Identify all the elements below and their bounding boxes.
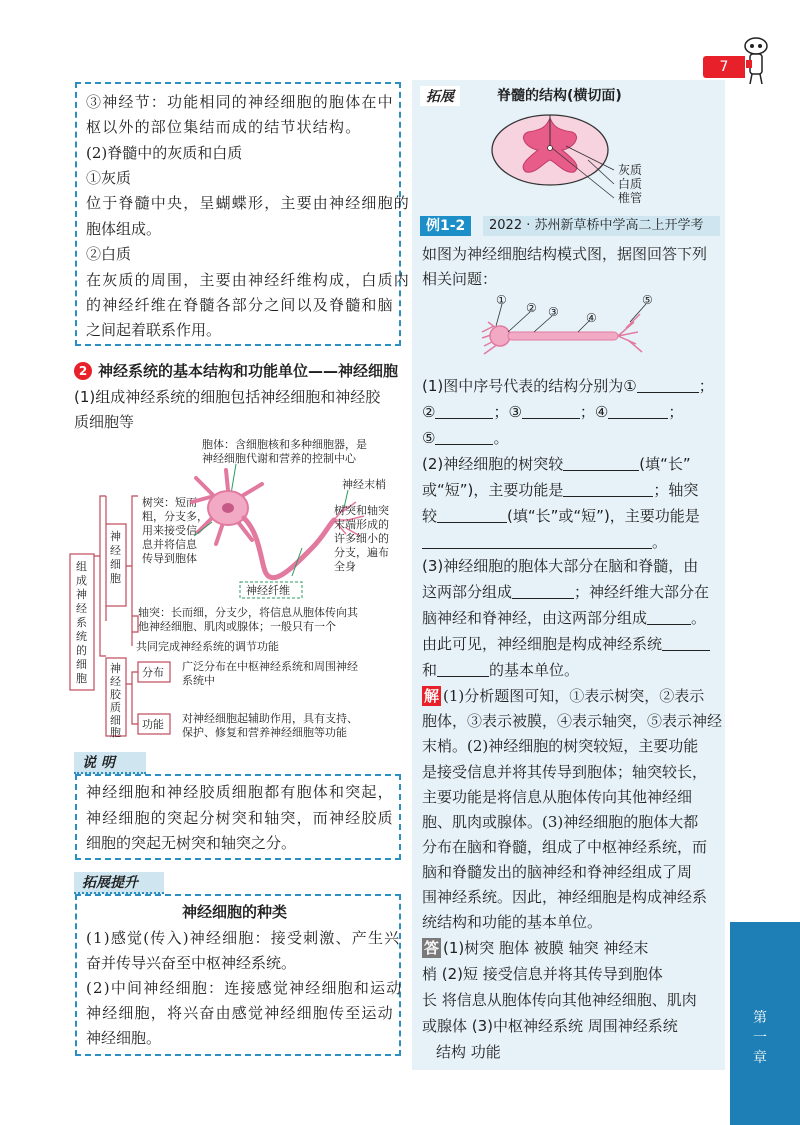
svg-text:胞: 胞 xyxy=(76,672,87,685)
spinal-cord-diagram xyxy=(488,108,688,208)
neuron-num-1: ① xyxy=(496,293,507,307)
analysis-line: 分布在脑和脊髓，组成了中枢神经系统，而 xyxy=(422,838,708,856)
page-number: 7 xyxy=(703,56,745,78)
note-line: 细胞的突起无树突和轴突之分。 xyxy=(86,834,297,852)
text-line: 的神经纤维在脊髓各部分之间以及脊髓和脑 xyxy=(86,296,394,314)
question-intro: 相关问题： xyxy=(422,270,498,288)
answer-blank[interactable] xyxy=(662,636,710,651)
answer-blank[interactable] xyxy=(437,662,489,677)
text-line: ②白质 xyxy=(86,245,132,263)
analysis-line: 脑和脊髓发出的脑神经和脊神经组成了周 xyxy=(422,863,693,881)
q3-line-4: 由此可见，神经细胞是构成神经系统 xyxy=(422,634,710,654)
svg-text:胞: 胞 xyxy=(110,572,121,585)
svg-text:神: 神 xyxy=(110,530,121,543)
svg-text:细: 细 xyxy=(110,558,121,571)
analysis-line: 胞、肌肉或腺体。(3)神经细胞的胞体大都 xyxy=(422,813,699,831)
q2-line-3: 较 (填“长”或“短”)，主要功能是 xyxy=(422,507,700,525)
svg-text:系: 系 xyxy=(76,616,87,629)
neuron-num-5: ⑤ xyxy=(642,293,653,307)
text-line: 在灰质的周围，主要由神经纤维构成，白质内 xyxy=(86,271,411,289)
svg-text:轴突：长而细，分支少，将信息从胞体传向其: 轴突：长而细，分支少，将信息从胞体传向其 xyxy=(138,606,358,619)
section-heading xyxy=(74,360,398,381)
svg-text:对神经细胞起辅助作用，具有支持、: 对神经细胞起辅助作用，具有支持、 xyxy=(182,712,358,725)
answer-blank[interactable] xyxy=(435,404,493,419)
glia-label xyxy=(110,661,122,738)
extension-label: 拓展提升 xyxy=(74,872,164,894)
svg-text:质: 质 xyxy=(110,701,121,714)
text-line: 位于脊髓中央，呈蝴蝶形，主要由神经细胞的 xyxy=(86,194,411,212)
analysis-line: 胞体，③表示被膜，④表示轴突，⑤表示神经 xyxy=(422,712,723,730)
axon-branch-text xyxy=(334,503,389,573)
svg-text:组: 组 xyxy=(76,560,87,573)
neuron-num-4: ④ xyxy=(586,311,597,325)
axon-text xyxy=(138,605,359,633)
ext-line: 神经细胞。 xyxy=(86,1029,162,1047)
spinal-label-canal: 椎管 xyxy=(618,191,643,205)
q2-line-2: 或“短”)，主要功能是 ；轴突 xyxy=(422,481,699,499)
note-line: 神经细胞的突起分树突和轴突，而神经胶质 xyxy=(86,809,394,827)
answer-blank[interactable] xyxy=(608,404,668,419)
extension-title: 神经细胞的种类 xyxy=(182,903,288,921)
analysis-line: 末梢。(2)神经细胞的树突较短，主要功能 xyxy=(422,737,699,755)
note-label: 说 明 xyxy=(74,752,146,774)
svg-text:细: 细 xyxy=(76,658,87,671)
svg-text:神: 神 xyxy=(76,588,87,601)
answer-line: 长 将信息从胞体传向其他神经细胞、肌肉 xyxy=(422,991,697,1009)
text-line: ③神经节：功能相同的神经细胞的胞体在中 xyxy=(86,93,394,111)
answer-blank[interactable] xyxy=(512,584,574,599)
svg-text:胞体：含细胞核和多种细胞器，是: 胞体：含细胞核和多种细胞器，是 xyxy=(202,438,367,451)
chapter-label: 第一章 xyxy=(753,1010,767,1066)
q3-line-1: (3)神经细胞的胞体大部分在脑和脊髓，由 xyxy=(422,557,699,575)
svg-text:经: 经 xyxy=(110,544,121,557)
svg-text:息并将信息: 息并将信息 xyxy=(142,538,197,551)
svg-text:系统中: 系统中 xyxy=(182,674,215,687)
svg-text:成: 成 xyxy=(76,574,87,587)
answer-line: 或腺体 (3)中枢神经系统 周围神经系统 xyxy=(422,1017,678,1035)
neuron-question-diagram xyxy=(478,292,668,362)
q1-line-2: ② ；③ ；④ ； xyxy=(422,403,684,421)
distribution-label: 分布 xyxy=(142,666,164,679)
q2-line-4: 。 xyxy=(422,532,667,552)
svg-text:分支，遍布: 分支，遍布 xyxy=(334,546,389,559)
common-text: 共同完成神经系统的调节功能 xyxy=(136,640,279,653)
svg-text:广泛分布在中枢神经系统和周围神经: 广泛分布在中枢神经系统和周围神经 xyxy=(182,660,358,673)
text-line: ①灰质 xyxy=(86,169,132,187)
text-line: 枢以外的部位集结而成的结节状结构。 xyxy=(86,118,362,136)
cell-body-text xyxy=(202,437,367,465)
ext-line: 神经细胞，将兴奋由感觉神经细胞传至运动 xyxy=(86,1004,394,1022)
example-source: 2022 · 苏州新草桥中学高二上开学考 xyxy=(483,216,720,236)
text-line: 胞体组成。 xyxy=(86,220,162,238)
intro-line: (1)组成神经系统的细胞包括神经细胞和神经胶 xyxy=(74,388,381,406)
analysis-tag: 解 xyxy=(424,687,440,705)
svg-text:经: 经 xyxy=(76,602,87,615)
svg-text:许多细小的: 许多细小的 xyxy=(334,532,389,545)
axon-terminal-text: 神经末梢 xyxy=(342,478,386,491)
answer-line: 答 (1)树突 胞体 被膜 轴突 神经末 xyxy=(424,939,649,957)
analysis-line: 围神经系统。因此，神经细胞是构成神经系 xyxy=(422,888,708,906)
neuron-num-2: ② xyxy=(526,301,537,315)
spinal-label-gray: 灰质 xyxy=(618,163,643,177)
svg-text:传导到胞体: 传导到胞体 xyxy=(142,552,197,565)
svg-text:的: 的 xyxy=(76,644,87,657)
function-label: 功能 xyxy=(142,718,164,731)
svg-text:全身: 全身 xyxy=(334,560,356,573)
answer-blank[interactable] xyxy=(637,378,699,393)
analysis-line: 是接受信息并将其传导到胞体；轴突较长， xyxy=(422,763,708,781)
spinal-label-white: 白质 xyxy=(618,177,643,191)
q3-line-5: 和 的基本单位。 xyxy=(422,661,580,679)
q1-line-3: ⑤ 。 xyxy=(422,429,509,447)
answer-tag: 答 xyxy=(424,939,440,957)
svg-text:细: 细 xyxy=(110,714,121,727)
answer-line: 梢 (2)短 接受信息并将其传导到胞体 xyxy=(422,965,663,983)
ext-line: (1)感觉(传入)神经细胞：接受刺激、产生兴 xyxy=(86,929,401,947)
q3-line-2: 这两部分组成 ；神经纤维大部分在 xyxy=(422,583,710,601)
svg-text:胞: 胞 xyxy=(110,726,121,738)
svg-text:树突和轴突: 树突和轴突 xyxy=(334,504,389,517)
answer-blank[interactable] xyxy=(563,482,653,497)
answer-blank[interactable] xyxy=(647,610,691,625)
analysis-line: 统结构和功能的基本单位。 xyxy=(422,913,603,931)
question-intro: 如图为神经细胞结构模式图，据图回答下列 xyxy=(422,245,708,263)
note-line: 神经细胞和神经胶质细胞都有胞体和突起， xyxy=(86,783,394,801)
svg-text:用来接受信: 用来接受信 xyxy=(142,524,197,537)
answer-blank[interactable] xyxy=(422,534,652,549)
section-title: 神经系统的基本结构和功能单位——神经细胞 xyxy=(98,362,399,380)
text-line: (2)脊髓中的灰质和白质 xyxy=(86,144,243,162)
function-text xyxy=(182,711,358,738)
neuron-concept-diagram xyxy=(66,436,406,738)
neuron-label xyxy=(110,529,121,585)
text-line: 之间起着联系作用。 xyxy=(86,321,222,339)
svg-text:统: 统 xyxy=(76,630,87,643)
answer-blank[interactable] xyxy=(435,430,493,445)
q3-line-3: 脑神经和脊神经，由这两部分组成 。 xyxy=(422,609,707,627)
svg-text:神经细胞代谢和营养的控制中心: 神经细胞代谢和营养的控制中心 xyxy=(202,452,356,465)
extension-badge: 拓展 xyxy=(420,86,460,106)
neuron-num-3: ③ xyxy=(548,305,559,319)
root-label xyxy=(76,560,87,685)
svg-text:树突：短而: 树突：短而 xyxy=(142,496,197,509)
mascot-icon xyxy=(738,36,772,86)
svg-text:胶: 胶 xyxy=(110,688,121,701)
analysis-line: 解 (1)分析题图可知，①表示树突，②表示 xyxy=(424,687,705,705)
nerve-fiber-text: 神经纤维 xyxy=(246,584,290,597)
spinal-title: 脊髓的结构(横切面) xyxy=(497,88,622,104)
section-number: 2 xyxy=(74,362,92,380)
svg-text:经: 经 xyxy=(110,675,121,688)
svg-text:神: 神 xyxy=(110,662,121,675)
ext-line: 奋并传导兴奋至中枢神经系统。 xyxy=(86,954,297,972)
svg-text:末端形成的: 末端形成的 xyxy=(334,518,389,531)
example-badge: 例1-2 xyxy=(420,216,471,236)
q2-line-1: (2)神经细胞的树突较 (填“长” xyxy=(422,455,691,473)
answer-blank[interactable] xyxy=(437,508,507,523)
intro-line: 质细胞等 xyxy=(74,413,135,431)
analysis-line: 主要功能是将信息从胞体传向其他神经细 xyxy=(422,788,693,806)
distribution-text xyxy=(182,659,358,687)
answer-blank[interactable] xyxy=(522,404,580,419)
answer-blank[interactable] xyxy=(563,456,639,471)
answer-line: 结构 功能 xyxy=(436,1043,501,1061)
svg-text:保护、修复和营养神经细胞等功能: 保护、修复和营养神经细胞等功能 xyxy=(182,726,347,738)
svg-text:他神经细胞、肌肉或腺体；一般只有一个: 他神经细胞、肌肉或腺体；一般只有一个 xyxy=(138,620,336,633)
q1-line-1: (1)图中序号代表的结构分别为① ； xyxy=(422,377,714,395)
ext-line: (2)中间神经细胞：连接感觉神经细胞和运动 xyxy=(86,979,403,997)
svg-text:粗，分支多，: 粗，分支多， xyxy=(142,510,208,523)
